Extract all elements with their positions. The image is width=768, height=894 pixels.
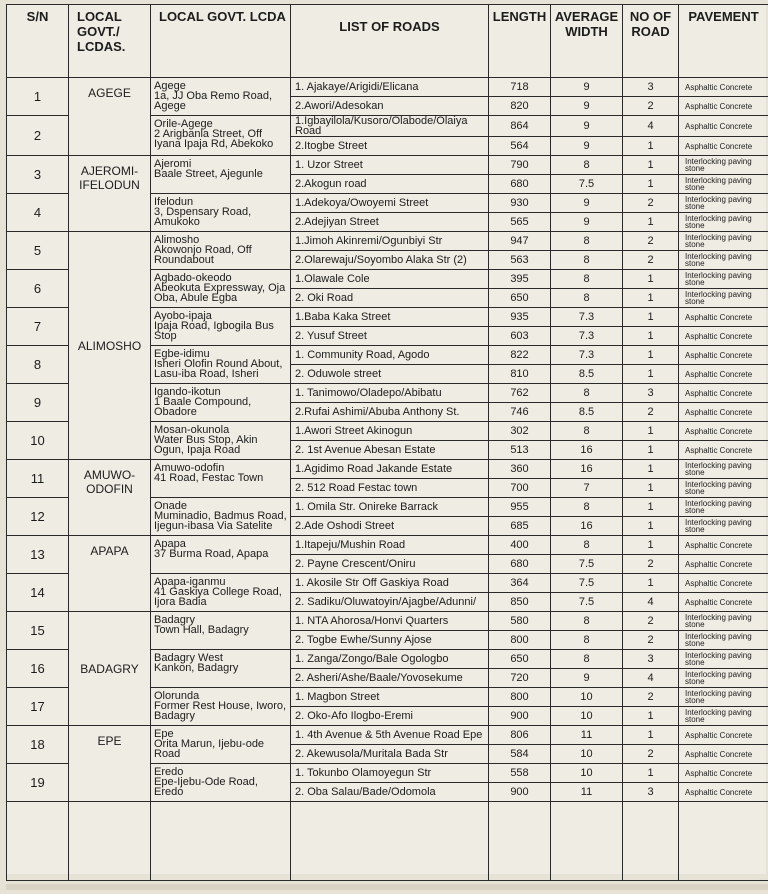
table-row — [7, 612, 768, 631]
road-average-width: 8 — [551, 384, 623, 403]
serial-number: 15 — [7, 612, 69, 650]
road-name: 2. Oba Salau/Bade/Odomola — [291, 783, 489, 802]
road-count: 1 — [623, 479, 679, 498]
road-length: 955 — [489, 498, 551, 517]
road-name: 1. Tanimowo/Oladepo/Abibatu — [291, 384, 489, 403]
local-govt-name: AJEROMI-IFELODUN — [69, 156, 151, 232]
road-average-width: 7 — [551, 479, 623, 498]
road-count: 3 — [623, 783, 679, 802]
road-length: 650 — [489, 650, 551, 669]
road-average-width: 8 — [551, 156, 623, 175]
road-length: 718 — [489, 78, 551, 97]
road-pavement: Interlocking paving stone — [679, 213, 768, 232]
serial-number: 16 — [7, 650, 69, 688]
road-name: 2.Rufai Ashimi/Abuba Anthony St. — [291, 403, 489, 422]
lcda-address: Alimosho Akowonjo Road, Off Roundabout — [151, 232, 291, 270]
road-pavement: Interlocking paving stone — [679, 669, 768, 688]
serial-number: 13 — [7, 536, 69, 574]
road-pavement: Asphaltic Concrete — [679, 593, 768, 612]
road-average-width: 16 — [551, 517, 623, 536]
road-count: 1 — [623, 346, 679, 365]
lcda-address: Badagry West Kankon, Badagry — [151, 650, 291, 688]
road-average-width: 8 — [551, 422, 623, 441]
road-length: 680 — [489, 175, 551, 194]
road-average-width: 10 — [551, 707, 623, 726]
lcda-address: Ifelodun 3, Dspensary Road, Amukoko — [151, 194, 291, 232]
road-count: 2 — [623, 194, 679, 213]
road-length: 360 — [489, 460, 551, 479]
road-average-width: 7.3 — [551, 346, 623, 365]
road-pavement: Asphaltic Concrete — [679, 574, 768, 593]
road-pavement: Interlocking paving stone — [679, 194, 768, 213]
serial-number: 18 — [7, 726, 69, 764]
road-count: 2 — [623, 97, 679, 116]
road-length: 746 — [489, 403, 551, 422]
road-count: 1 — [623, 137, 679, 156]
road-pavement: Asphaltic Concrete — [679, 403, 768, 422]
road-length: 400 — [489, 536, 551, 555]
lcda-address: Apapa-iganmu 41 Gaskiya College Road, Ijora Badia — [151, 574, 291, 612]
road-average-width: 11 — [551, 726, 623, 745]
road-count: 1 — [623, 422, 679, 441]
road-pavement: Interlocking paving stone — [679, 479, 768, 498]
road-average-width: 9 — [551, 213, 623, 232]
road-pavement: Interlocking paving stone — [679, 460, 768, 479]
road-length: 790 — [489, 156, 551, 175]
road-average-width: 8.5 — [551, 403, 623, 422]
road-pavement: Asphaltic Concrete — [679, 441, 768, 460]
lcda-address: Amuwo-odofin 41 Road, Festac Town — [151, 460, 291, 498]
road-pavement: Interlocking paving stone — [679, 517, 768, 536]
serial-number: 10 — [7, 422, 69, 460]
road-count: 2 — [623, 232, 679, 251]
road-count: 1 — [623, 441, 679, 460]
road-count: 2 — [623, 403, 679, 422]
local-govt-name: EPE — [69, 726, 151, 802]
road-average-width: 10 — [551, 745, 623, 764]
road-name: 1.Jimoh Akinremi/Ogunbiyi Str — [291, 232, 489, 251]
road-average-width: 7.5 — [551, 555, 623, 574]
table-row — [7, 536, 768, 555]
road-average-width: 8 — [551, 631, 623, 650]
road-name: 2. Oko-Afo Ilogbo-Eremi — [291, 707, 489, 726]
serial-number: 1 — [7, 78, 69, 116]
serial-number: 3 — [7, 156, 69, 194]
road-average-width: 8.5 — [551, 365, 623, 384]
road-name: 1. 4th Avenue & 5th Avenue Road Epe — [291, 726, 489, 745]
road-average-width: 8 — [551, 612, 623, 631]
road-length: 580 — [489, 612, 551, 631]
road-count: 3 — [623, 78, 679, 97]
lcda-address: Igando-ikotun 1 Baale Compound, Obadore — [151, 384, 291, 422]
roads-table — [6, 4, 768, 881]
road-length: 864 — [489, 116, 551, 137]
road-name: 2. Oduwole street — [291, 365, 489, 384]
road-count: 1 — [623, 308, 679, 327]
lcda-address: Agbado-okeodo Abeokuta Expressway, Oja Oba, Abule Egba — [151, 270, 291, 308]
road-count: 1 — [623, 536, 679, 555]
road-average-width: 9 — [551, 78, 623, 97]
road-average-width: 16 — [551, 460, 623, 479]
road-length: 930 — [489, 194, 551, 213]
road-count: 1 — [623, 726, 679, 745]
road-count: 1 — [623, 175, 679, 194]
road-pavement: Asphaltic Concrete — [679, 536, 768, 555]
road-count: 2 — [623, 555, 679, 574]
road-count: 3 — [623, 384, 679, 403]
road-length: 685 — [489, 517, 551, 536]
header-local-govt: LOCAL GOVT./ LCDAS. — [69, 5, 151, 78]
road-name: 1. Ajakaye/Arigidi/Elicana — [291, 78, 489, 97]
header-average-width: AVERAGE WIDTH — [551, 5, 623, 78]
road-pavement: Interlocking paving stone — [679, 707, 768, 726]
road-length: 800 — [489, 688, 551, 707]
road-average-width: 9 — [551, 194, 623, 213]
serial-number: 6 — [7, 270, 69, 308]
lcda-address: Mosan-okunola Water Bus Stop, Akin Ogun, Ipaja Road — [151, 422, 291, 460]
road-average-width: 10 — [551, 764, 623, 783]
serial-number: 8 — [7, 346, 69, 384]
road-average-width: 8 — [551, 498, 623, 517]
local-govt-name: APAPA — [69, 536, 151, 612]
road-count: 2 — [623, 688, 679, 707]
road-count: 3 — [623, 650, 679, 669]
road-name: 1. Community Road, Agodo — [291, 346, 489, 365]
road-name: 1. Zanga/Zongo/Bale Ogologbo — [291, 650, 489, 669]
header-pavement: PAVEMENT — [679, 5, 768, 78]
table-row — [7, 156, 768, 175]
road-pavement: Asphaltic Concrete — [679, 384, 768, 403]
lcda-address: Apapa 37 Burma Road, Apapa — [151, 536, 291, 574]
road-pavement: Asphaltic Concrete — [679, 116, 768, 137]
road-count: 2 — [623, 612, 679, 631]
serial-number: 9 — [7, 384, 69, 422]
road-pavement: Asphaltic Concrete — [679, 327, 768, 346]
lcda-address: Egbe-idimu Isheri Olofin Round About, Lasu-iba Road, Isheri — [151, 346, 291, 384]
road-name: 2. Sadiku/Oluwatoyin/Ajagbe/Adunni/ — [291, 593, 489, 612]
road-length: 947 — [489, 232, 551, 251]
road-count: 2 — [623, 251, 679, 270]
road-count: 1 — [623, 327, 679, 346]
road-name: 1. Akosile Str Off Gaskiya Road — [291, 574, 489, 593]
lcda-address: Eredo Epe-Ijebu-Ode Road, Eredo — [151, 764, 291, 802]
road-count: 4 — [623, 116, 679, 137]
road-pavement: Asphaltic Concrete — [679, 764, 768, 783]
road-count: 1 — [623, 764, 679, 783]
serial-number: 19 — [7, 764, 69, 802]
road-average-width: 9 — [551, 137, 623, 156]
road-name: 2. 512 Road Festac town — [291, 479, 489, 498]
road-length: 935 — [489, 308, 551, 327]
road-count: 2 — [623, 745, 679, 764]
road-count: 1 — [623, 213, 679, 232]
road-pavement: Interlocking paving stone — [679, 612, 768, 631]
road-name: 1.Agidimo Road Jakande Estate — [291, 460, 489, 479]
road-average-width: 8 — [551, 270, 623, 289]
empty-cell — [489, 802, 551, 881]
table-body — [7, 78, 768, 881]
serial-number: 17 — [7, 688, 69, 726]
lcda-address: Orile-Agege 2 Arigbanla Street, Off Iyana Ipaja Rd, Abekoko — [151, 116, 291, 156]
lcda-address: Badagry Town Hall, Badagry — [151, 612, 291, 650]
road-name: 2. Asheri/Ashe/Baale/Yovosekume — [291, 669, 489, 688]
road-length: 810 — [489, 365, 551, 384]
road-pavement: Interlocking paving stone — [679, 156, 768, 175]
empty-cell — [291, 802, 489, 881]
serial-number: 2 — [7, 116, 69, 156]
road-count: 1 — [623, 289, 679, 308]
road-count: 4 — [623, 669, 679, 688]
road-pavement: Asphaltic Concrete — [679, 78, 768, 97]
serial-number: 4 — [7, 194, 69, 232]
road-count: 1 — [623, 156, 679, 175]
road-pavement: Interlocking paving stone — [679, 270, 768, 289]
road-length: 565 — [489, 213, 551, 232]
road-name: 2.Olarewaju/Soyombo Alaka Str (2) — [291, 251, 489, 270]
road-pavement: Asphaltic Concrete — [679, 726, 768, 745]
road-length: 564 — [489, 137, 551, 156]
table-row — [7, 232, 768, 251]
local-govt-name: BADAGRY — [69, 612, 151, 726]
road-pavement: Asphaltic Concrete — [679, 308, 768, 327]
empty-row — [7, 802, 768, 881]
road-pavement: Asphaltic Concrete — [679, 346, 768, 365]
header-list-of-roads: LIST OF ROADS — [291, 5, 489, 78]
road-length: 820 — [489, 97, 551, 116]
road-count: 1 — [623, 517, 679, 536]
page-bottom-edge — [6, 884, 768, 890]
road-pavement: Interlocking paving stone — [679, 498, 768, 517]
road-average-width: 8 — [551, 650, 623, 669]
road-length: 650 — [489, 289, 551, 308]
road-name: 2. Yusuf Street — [291, 327, 489, 346]
serial-number: 14 — [7, 574, 69, 612]
table-row — [7, 726, 768, 745]
local-govt-name: AGEGE — [69, 78, 151, 156]
empty-cell — [151, 802, 291, 881]
road-length: 364 — [489, 574, 551, 593]
road-average-width: 10 — [551, 688, 623, 707]
road-pavement: Asphaltic Concrete — [679, 783, 768, 802]
local-govt-name: ALIMOSHO — [69, 232, 151, 460]
road-pavement: Asphaltic Concrete — [679, 745, 768, 764]
road-length: 822 — [489, 346, 551, 365]
road-pavement: Interlocking paving stone — [679, 251, 768, 270]
road-name: 1.Baba Kaka Street — [291, 308, 489, 327]
road-count: 1 — [623, 498, 679, 517]
road-length: 700 — [489, 479, 551, 498]
lcda-address: Epe Orita Marun, Ijebu-ode Road — [151, 726, 291, 764]
road-count: 1 — [623, 460, 679, 479]
road-name: 1. Tokunbo Olamoyegun Str — [291, 764, 489, 783]
road-pavement: Interlocking paving stone — [679, 631, 768, 650]
road-name: 2. Togbe Ewhe/Sunny Ajose — [291, 631, 489, 650]
road-name: 1.Itapeju/Mushin Road — [291, 536, 489, 555]
serial-number: 12 — [7, 498, 69, 536]
road-name: 1. Omila Str. Onireke Barrack — [291, 498, 489, 517]
road-length: 800 — [489, 631, 551, 650]
road-length: 603 — [489, 327, 551, 346]
road-name: 1.Adekoya/Owoyemi Street — [291, 194, 489, 213]
empty-cell — [551, 802, 623, 881]
road-pavement: Asphaltic Concrete — [679, 365, 768, 384]
lcda-address: Olorunda Former Rest House, Iworo, Badagry — [151, 688, 291, 726]
road-length: 720 — [489, 669, 551, 688]
lcda-address: Ajeromi Baale Street, Ajegunle — [151, 156, 291, 194]
road-average-width: 8 — [551, 251, 623, 270]
road-pavement: Asphaltic Concrete — [679, 97, 768, 116]
lcda-address: Agege 1a, JJ Oba Remo Road, Agege — [151, 78, 291, 116]
empty-cell — [69, 802, 151, 881]
road-average-width: 8 — [551, 232, 623, 251]
road-count: 4 — [623, 593, 679, 612]
road-average-width: 7.5 — [551, 574, 623, 593]
road-length: 850 — [489, 593, 551, 612]
road-name: 2. 1st Avenue Abesan Estate — [291, 441, 489, 460]
empty-cell — [679, 802, 768, 881]
road-count: 1 — [623, 365, 679, 384]
road-count: 1 — [623, 574, 679, 593]
header-row — [7, 5, 768, 78]
road-average-width: 9 — [551, 116, 623, 137]
road-name: 2. Akewusola/Muritala Bada Str — [291, 745, 489, 764]
road-pavement: Interlocking paving stone — [679, 232, 768, 251]
road-average-width: 9 — [551, 97, 623, 116]
road-length: 395 — [489, 270, 551, 289]
road-length: 302 — [489, 422, 551, 441]
serial-number: 7 — [7, 308, 69, 346]
road-name: 2.Awori/Adesokan — [291, 97, 489, 116]
table-row — [7, 78, 768, 97]
road-name: 2.Adejiyan Street — [291, 213, 489, 232]
road-pavement: Interlocking paving stone — [679, 650, 768, 669]
road-average-width: 8 — [551, 289, 623, 308]
lcda-address: Ayobo-ipaja Ipaja Road, Igbogila Bus Stop — [151, 308, 291, 346]
road-length: 680 — [489, 555, 551, 574]
road-name: 1.Awori Street Akinogun — [291, 422, 489, 441]
road-length: 762 — [489, 384, 551, 403]
header-no-of-road: NO OF ROAD — [623, 5, 679, 78]
road-name: 1.Olawale Cole — [291, 270, 489, 289]
road-length: 584 — [489, 745, 551, 764]
table-row — [7, 460, 768, 479]
road-count: 2 — [623, 631, 679, 650]
road-count: 1 — [623, 270, 679, 289]
road-name: 1. Uzor Street — [291, 156, 489, 175]
road-average-width: 7.5 — [551, 593, 623, 612]
empty-cell — [623, 802, 679, 881]
road-pavement: Interlocking paving stone — [679, 688, 768, 707]
road-average-width: 8 — [551, 536, 623, 555]
lcda-address: Onade Muminadio, Badmus Road, Ijegun-ibasa Via Satelite — [151, 498, 291, 536]
road-average-width: 7.5 — [551, 175, 623, 194]
road-pavement: Asphaltic Concrete — [679, 422, 768, 441]
serial-number: 5 — [7, 232, 69, 270]
road-length: 806 — [489, 726, 551, 745]
road-pavement: Asphaltic Concrete — [679, 555, 768, 574]
road-name: 2.Itogbe Street — [291, 137, 489, 156]
header-lcda: LOCAL GOVT. LCDA — [151, 5, 291, 78]
road-name: 2.Ade Oshodi Street — [291, 517, 489, 536]
road-name: 2.Akogun road — [291, 175, 489, 194]
road-average-width: 7.3 — [551, 308, 623, 327]
road-length: 563 — [489, 251, 551, 270]
roads-table-sheet — [6, 4, 766, 874]
road-name: 2. Payne Crescent/Oniru — [291, 555, 489, 574]
local-govt-name: AMUWO-ODOFIN — [69, 460, 151, 536]
road-count: 1 — [623, 707, 679, 726]
road-average-width: 9 — [551, 669, 623, 688]
road-length: 900 — [489, 783, 551, 802]
empty-cell — [7, 802, 69, 881]
road-name: 1.Igbayilola/Kusoro/Olabode/Olaiya Road — [291, 116, 489, 137]
road-length: 900 — [489, 707, 551, 726]
header-length: LENGTH — [489, 5, 551, 78]
road-name: 2. Oki Road — [291, 289, 489, 308]
serial-number: 11 — [7, 460, 69, 498]
road-average-width: 11 — [551, 783, 623, 802]
road-name: 1. NTA Ahorosa/Honvi Quarters — [291, 612, 489, 631]
road-average-width: 16 — [551, 441, 623, 460]
road-name: 1. Magbon Street — [291, 688, 489, 707]
road-pavement: Asphaltic Concrete — [679, 137, 768, 156]
header-sn: S/N — [7, 5, 69, 78]
road-length: 513 — [489, 441, 551, 460]
road-average-width: 7.3 — [551, 327, 623, 346]
road-pavement: Interlocking paving stone — [679, 289, 768, 308]
road-length: 558 — [489, 764, 551, 783]
road-pavement: Interlocking paving stone — [679, 175, 768, 194]
